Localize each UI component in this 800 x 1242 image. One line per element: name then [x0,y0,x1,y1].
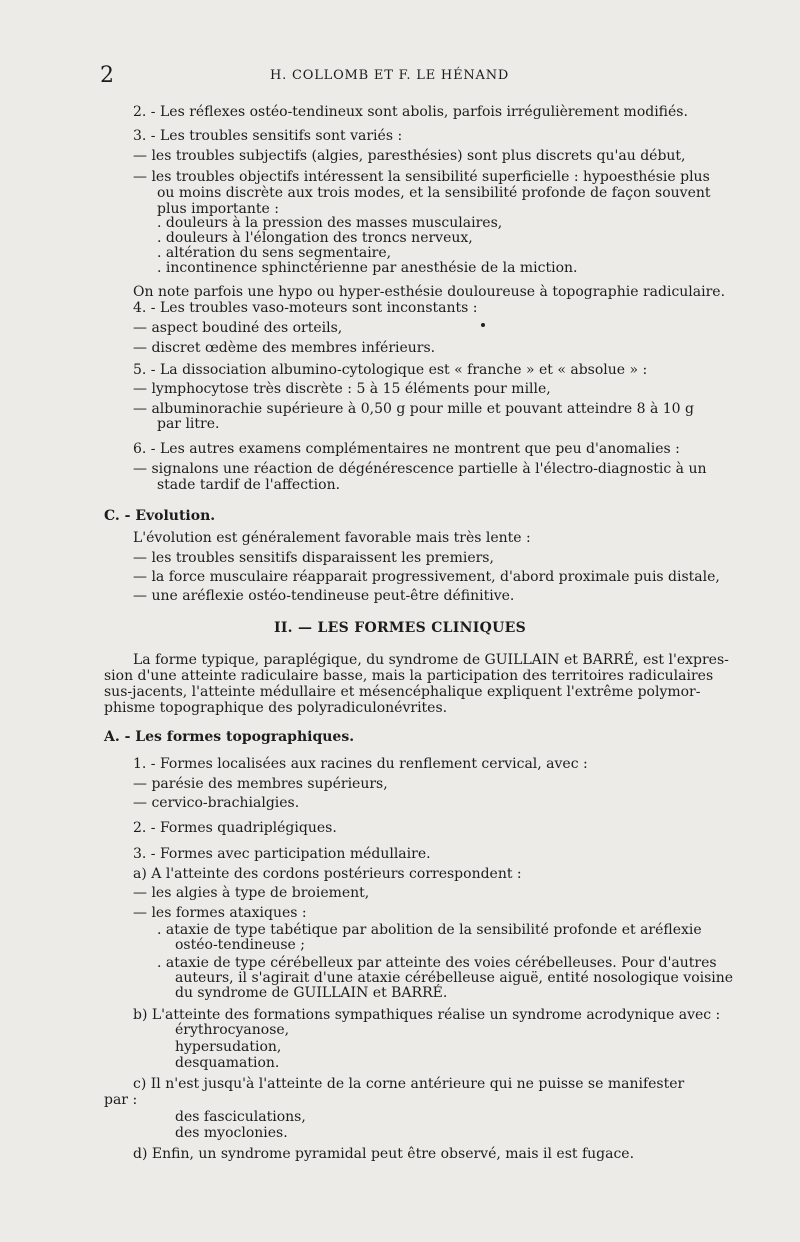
text-line: . ataxie de type tabétique par abolition de la sensibilité profonde et aréflexie [157,922,702,938]
text-line: ostéo-tendineuse ; [175,937,306,953]
text-line: . douleurs à la pression des masses musculaires, [157,215,503,231]
text-line: érythrocyanose, [175,1022,290,1038]
text-line: 1. - Formes localisées aux racines du renflement cervical, avec : [133,756,588,772]
text-line: plus importante : [157,201,279,217]
text-line: 4. - Les troubles vaso-moteurs sont inconstants : [133,300,478,316]
text-line: d) Enfin, un syndrome pyramidal peut être observé, mais il est fugace. [133,1146,635,1162]
text-line: b) L'atteinte des formations sympathiques réalise un syndrome acrodynique avec : [133,1007,721,1023]
text-line: . douleurs à l'élongation des troncs nerveux, [157,230,473,246]
text-line: auteurs, il s'agirait d'une ataxie cérébelleuse aiguë, entité nosologique voisine [175,970,734,986]
text-line: — discret œdème des membres inférieurs. [133,340,436,356]
text-line: — aspect boudiné des orteils, [133,320,343,336]
text-line: . ataxie de type cérébelleux par atteinte des voies cérébelleuses. Pour d'autres [157,955,717,971]
running-header: H. COLLOMB ET F. LE HÉNAND [270,68,510,83]
text-line: — les algies à type de broiement, [133,885,370,901]
text-line: — les troubles sensitifs disparaissent les premiers, [133,550,494,566]
text-line: — parésie des membres supérieurs, [133,776,388,792]
text-line: sion d'une atteinte radiculaire basse, mais la participation des territoires radiculaires [104,668,714,684]
dot-mark [481,323,485,327]
text-line: — les formes ataxiques : [133,905,307,921]
text-line: sus-jacents, l'atteinte médullaire et mésencéphalique expliquent l'extrême polymor- [104,684,701,700]
section-heading: C. - Evolution. [104,508,216,524]
text-line: 5. - La dissociation albumino-cytologique est « franche » et « absolue » : [133,362,648,378]
text-line: . incontinence sphinctérienne par anesthésie de la miction. [157,260,578,276]
text-line: 2. - Les réflexes ostéo-tendineux sont abolis, parfois irrégulièrement modifiés. [133,104,688,120]
text-line: a) A l'atteinte des cordons postérieurs correspondent : [133,866,522,882]
text-line: — les troubles objectifs intéressent la sensibilité superficielle : hypoesthésie plus [133,169,710,185]
text-line: phisme topographique des polyradiculonévrites. [104,700,448,716]
text-line: 6. - Les autres examens complémentaires ne montrent que peu d'anomalies : [133,441,680,457]
text-line: L'évolution est généralement favorable mais très lente : [133,530,531,546]
section-heading: A. - Les formes topographiques. [104,729,355,745]
text-line: par : [104,1092,138,1108]
text-line: — signalons une réaction de dégénérescence partielle à l'électro-diagnostic à un [133,461,707,477]
text-line: ou moins discrète aux trois modes, et la sensibilité profonde de façon souvent [157,185,711,201]
section-title: II. — LES FORMES CLINIQUES [273,620,526,636]
text-line: par litre. [157,416,220,432]
text-line: — une aréflexie ostéo-tendineuse peut-être définitive. [133,588,515,604]
text-line: On note parfois une hypo ou hyper-esthésie douloureuse à topographie radiculaire. [133,284,726,300]
text-line: des myoclonies. [175,1125,288,1141]
text-line: c) Il n'est jusqu'à l'atteinte de la corne antérieure qui ne puisse se manifester [133,1076,685,1092]
text-line: stade tardif de l'affection. [157,477,341,493]
text-line: 3. - Formes avec participation médullaire. [133,846,431,862]
page-number: 2 [100,63,114,88]
text-line: — lymphocytose très discrète : 5 à 15 éléments pour mille, [133,381,551,397]
text-line: — albuminorachie supérieure à 0,50 g pour mille et pouvant atteindre 8 à 10 g [133,401,694,417]
text-line: 2. - Formes quadriplégiques. [133,820,337,836]
text-line: — cervico-brachialgies. [133,795,300,811]
text-line: des fasciculations, [175,1109,306,1125]
text-line: hypersudation, [175,1039,282,1055]
text-line: — la force musculaire réapparait progressivement, d'abord proximale puis distale, [133,569,720,585]
text-line: La forme typique, paraplégique, du syndrome de GUILLAIN et BARRÉ, est l'expres- [133,652,729,668]
text-line: du syndrome de GUILLAIN et BARRÉ. [175,985,448,1001]
text-line: 3. - Les troubles sensitifs sont variés : [133,128,403,144]
text-line: . altération du sens segmentaire, [157,245,392,261]
text-line: desquamation. [175,1055,280,1071]
text-line: — les troubles subjectifs (algies, paresthésies) sont plus discrets qu'au début, [133,148,686,164]
